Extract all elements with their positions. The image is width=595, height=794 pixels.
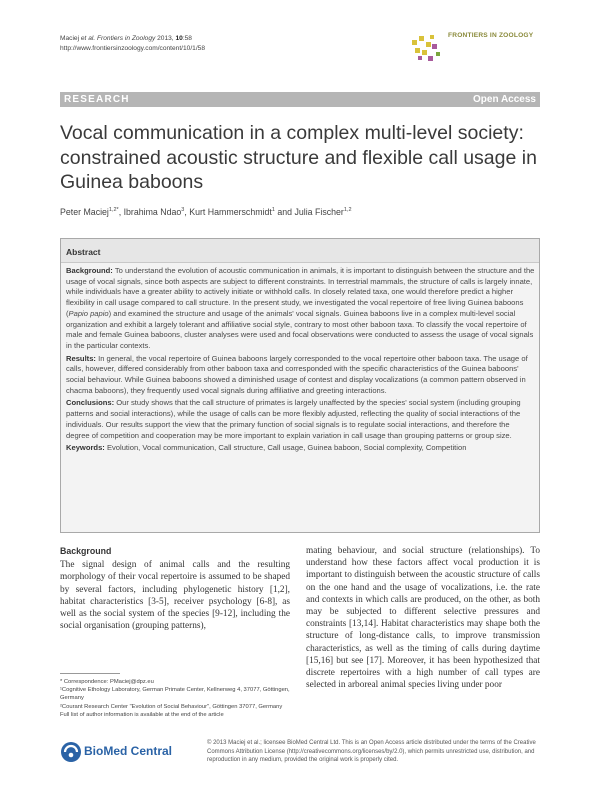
journal-logo-text: FRONTIERS IN ZOOLOGY (448, 32, 534, 39)
abstract-box (60, 238, 540, 533)
body-column-left (60, 545, 290, 632)
author-affiliation: 1,2* (108, 207, 119, 214)
publisher-logo-text: BioMed Central (84, 744, 173, 758)
abstract-conclusions: Conclusions: Our study shows that the call structure of primates is largely unaffected by the species' social system (including grouping patterns and social interactions), while the usage of calls can be more flexibly adjusted, reflecting the quality of social interactions of the individuals. Our results support the view that the primary function of social signals is to regulate social interactions, and therefore the degree of competition and cooperation may be more important to explain variation in call usage than grouping patterns or group size. (66, 398, 521, 440)
copyright-notice: © 2013 Maciej et al.; licensee BioMed Central Ltd. This is an Open Access article distributed under the terms of the Creative Commons Attribution License (http://creativecommons.org/licenses/by/2.0), which permits unrestricted use, distribution, and reproduction in any medium, provided the original work is properly cited. (207, 740, 536, 763)
footnotes (60, 678, 290, 719)
body-column-right (306, 545, 540, 691)
open-access-label: Open Access (473, 94, 536, 105)
article-title: Vocal communication in a complex multi-level society: constrained acoustic structure and flexible call usage in Guinea baboons (60, 122, 537, 193)
citation-line: Maciej et al. Frontiers in Zoology 2013, 10:58 (60, 35, 192, 42)
section-label: RESEARCH (64, 94, 130, 105)
author-name[interactable]: Peter Maciej (60, 207, 109, 217)
body-paragraph: The signal design of animal calls and the resulting morphology of their vocal repertoire is assumed to be shaped by several factors, including phylogenetic history [1,2], habitat characteristics [3-5], receiver psychology [6-8], as well as the social system of the species [9-12], including the social organisation (grouping patterns), (60, 560, 290, 632)
abstract-body (66, 266, 535, 456)
author-list: Peter Maciej$^{1,2*}$, Ibrahima Ndao$^3$, Kurt Hammerschmidt$^1$ and Julia Fischer$^{1,2}$ (60, 207, 352, 217)
author-info-note: Full list of author information is available at the end of the article (60, 711, 224, 718)
running-header (60, 34, 205, 54)
affiliation-note: ²Courant Research Center "Evolution of Social Behaviour", Göttingen 37077, Germany (60, 703, 283, 710)
abstract-keywords: Keywords: Evolution, Vocal communication, Call structure, Call usage, Guinea baboon, Social complexity, Competition (66, 443, 467, 453)
abstract-header (61, 239, 539, 263)
body-paragraph: mating behaviour, and social structure (relationships). To understand how these factors affect vocal production it is important to distinguish between the acoustic structure of calls on the one hand and the usage of vocalizations, i.e. the rate and contexts in which calls are produced, on the other, as both may be subjected to different selective pressures and constraints [13,14]. Habitat characteristics may shape both the structure of long-distance calls, to improve transmission characteristics, as well as the timing of calls during daytime [15,16] but see [17]. Moreover, it has been hypothesized that discrete repertoires with a high number of call types are selected in arboreal animal species living under poor (306, 546, 540, 691)
abstract-heading: Abstract (66, 247, 101, 257)
author-affiliation: 3 (181, 207, 185, 214)
author-name[interactable]: Ibrahima Ndao (123, 207, 182, 217)
footnote-divider (60, 673, 120, 674)
article-url[interactable]: http://www.frontiersinzoology.com/content/10/1/58 (60, 45, 206, 52)
author-name[interactable]: Kurt Hammerschmidt (189, 207, 272, 217)
abstract-background: Background: To understand the evolution of acoustic communication in animals, it is important to distinguish between the structure and the usage of vocal signals, since both aspects are subject to different constraints. In terrestrial mammals, the structure of calls is largely innate, while individuals have a greater ability to actively initiate or withhold calls. In closely related taxa, one would therefore predict a higher flexibility in call usage compared to call structure. In the present study, we investigated the vocal repertoire of free living Guinea baboons (Papio papio) and examined the structure and usage of the animals' vocal signals. Guinea baboons live in a complex multi-level social organization and exhibit a largely tolerant and affiliative social style, contrary to most other baboon taxa. To classify the vocal repertoire of male and female Guinea baboons, cluster analyses were used and focal observations were conducted to assess the usage of vocal signals in the particular contexts. (66, 266, 535, 350)
abstract-results: Results: In general, the vocal repertoire of Guinea baboons largely corresponded to the vocal repertoire other baboon taxa. The usage of calls, however, differed considerably from other baboon taxa and corresponded with the specific characteristics of the Guinea baboons' social behaviour. While Guinea baboons showed a diminished usage of contest and display vocalizations (a common pattern observed in chacma baboons), they frequently used vocal signals during affiliative and greeting interactions. (66, 353, 528, 395)
author-affiliation: 1 (271, 207, 275, 214)
article-type-banner (60, 92, 540, 107)
author-name[interactable]: Julia Fischer (294, 207, 344, 217)
correspondence-note[interactable]: * Correspondence: PMaciej@dpz.eu (60, 679, 154, 685)
affiliation-note: ¹Cognitive Ethology Laboratory, German Primate Center, Kellnerweg 4, 37077, Göttingen, Germany (60, 687, 290, 702)
author-affiliation: 1,2 (343, 207, 352, 214)
background-heading: Background (60, 546, 112, 556)
